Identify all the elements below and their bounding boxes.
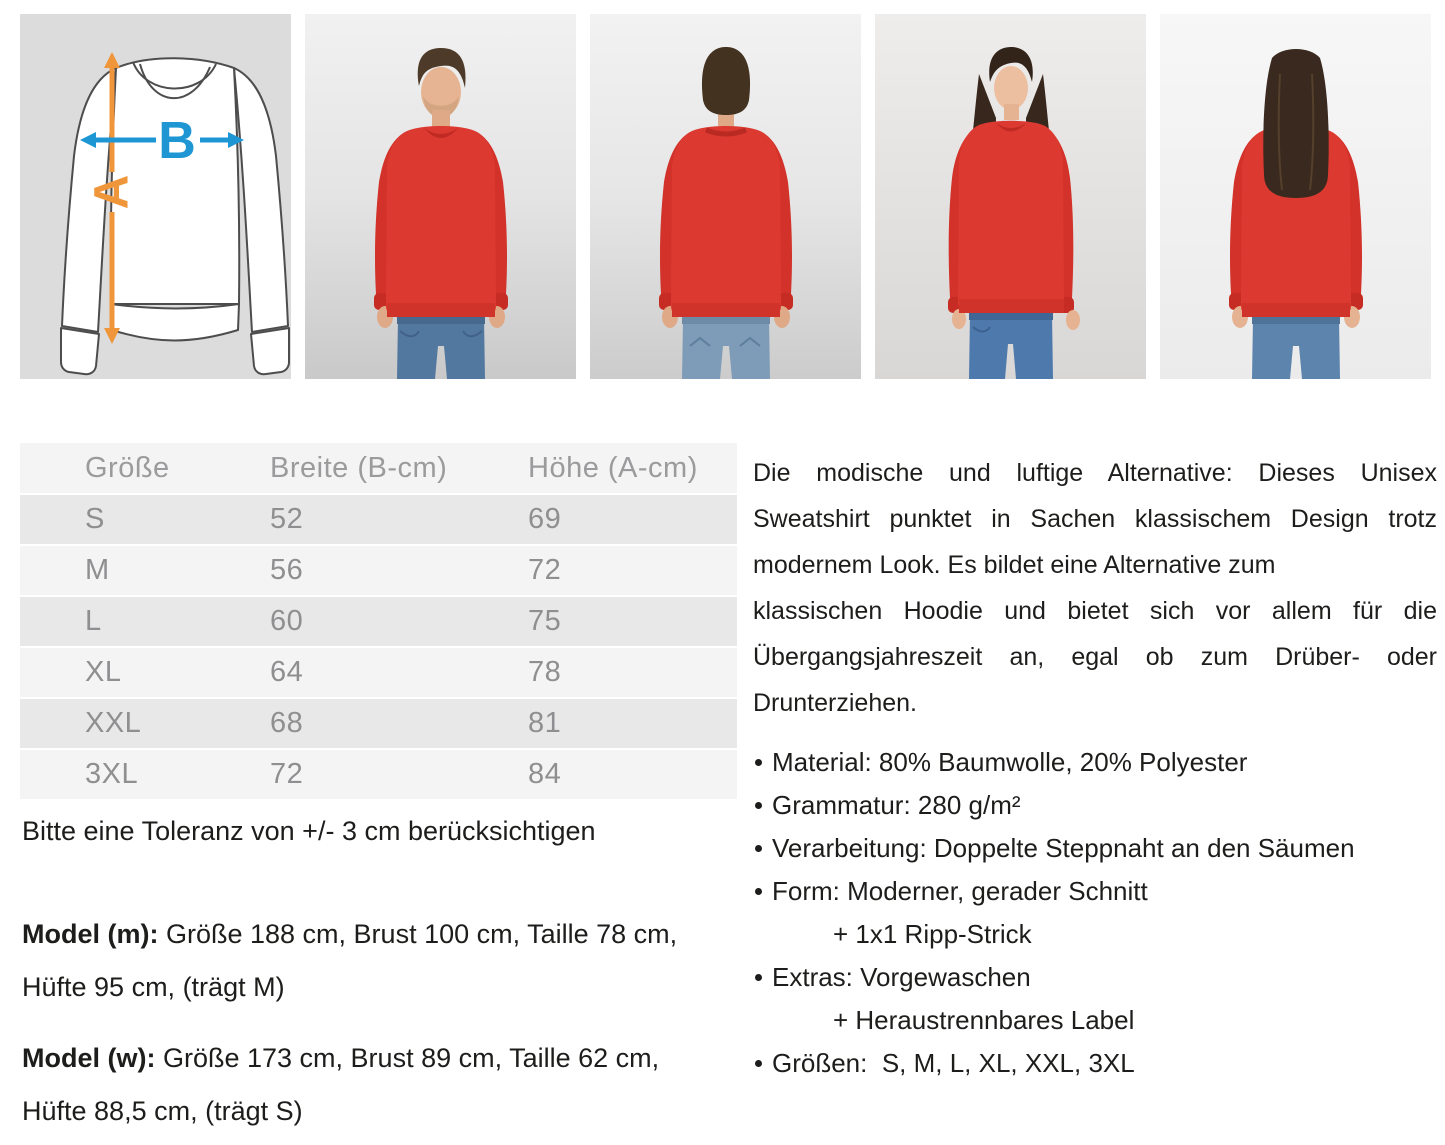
feature-item [753,827,1443,870]
product-description [753,450,1437,726]
width-cell: 72 [270,758,304,790]
model-m-measurements: Größe 188 cm, Brust 100 cm, Taille 78 cm, [158,919,678,949]
bullet-icon [755,974,762,981]
feature-continuation: + Heraustrennbares Label [833,1005,1135,1035]
height-cell: 69 [528,503,562,535]
feature-item [753,1042,1443,1085]
model-w-label: Model (w): [22,1043,156,1073]
bullet-icon [755,1060,762,1067]
size-table-header-cell: Größe [85,451,170,484]
model-w-info [22,1032,737,1138]
sweatshirt-outline-icon [61,58,289,374]
height-cell: 78 [528,656,562,688]
height-cell: 72 [528,554,562,586]
size-table-row [20,648,737,697]
model-m-label: Model (m): [22,919,159,949]
size-table-row [20,750,737,799]
model-m-line1 [22,908,737,961]
size-table-header [20,443,737,493]
height-cell: 84 [528,758,562,790]
feature-text: Material: 80% Baumwolle, 20% Polyester [772,747,1248,777]
label-a: A [85,174,139,210]
width-cell: 56 [270,554,304,586]
male-front-photo [305,14,576,379]
feature-item [753,956,1443,999]
size-table-row [20,597,737,646]
height-cell: 81 [528,707,562,739]
description-line: modernem Look. Es bildet eine Alternative zum [753,551,1276,579]
feature-text: Grammatur: 280 g/m² [772,790,1021,820]
description-line: Sweatshirt punktet in Sachen klassischem Design trotz [753,505,1437,533]
size-cell: S [85,503,105,535]
feature-continuation: + 1x1 Ripp-Strick [833,919,1032,949]
female-front-photo [875,14,1146,379]
size-cell: XXL [85,707,142,739]
model-w-line1 [22,1032,737,1085]
width-cell: 60 [270,605,304,637]
description-line: klassischen Hoodie und bietet sich vor allem für die [753,597,1437,625]
description-line: Übergangsjahreszeit an, egal ob zum Drüber- oder [753,643,1437,671]
model-w-line2: Hüfte 88,5 cm, (trägt S) [22,1096,303,1126]
size-table-body [20,495,737,799]
tolerance-note: Bitte eine Toleranz von +/- 3 cm berücksichtigen [22,816,596,846]
size-table-header-cell: Höhe (A-cm) [528,451,698,484]
width-cell: 64 [270,656,304,688]
model-w-measurements: Größe 173 cm, Brust 89 cm, Taille 62 cm, [155,1043,660,1073]
bullet-icon [755,759,762,766]
description-line: Die modische und luftige Alternative: Dieses Unisex [753,459,1437,487]
model-m-info [22,908,737,1014]
feature-text: Form: Moderner, gerader Schnitt [772,876,1148,906]
male-front-illustration [305,14,576,379]
female-back-photo [1160,14,1431,379]
size-table-row [20,699,737,748]
size-diagram [20,14,291,379]
female-back-illustration [1160,14,1431,379]
feature-item [753,870,1443,913]
photo-strip [20,14,1431,379]
male-back-photo [590,14,861,379]
size-cell: L [85,605,102,637]
size-table-header-cell: Breite (B-cm) [270,451,448,484]
size-table-row [20,495,737,544]
size-cell: M [85,554,110,586]
bullet-icon [755,888,762,895]
bullet-icon [755,802,762,809]
model-m-line2: Hüfte 95 cm, (trägt M) [22,972,285,1002]
bullet-icon [755,845,762,852]
size-table-row [20,546,737,595]
size-diagram-drawing [20,14,291,379]
feature-list [753,741,1443,1085]
label-b: B [158,112,196,170]
feature-item [753,784,1443,827]
feature-text: Verarbeitung: Doppelte Steppnaht an den Säumen [772,833,1355,863]
feature-text: Extras: Vorgewaschen [772,962,1031,992]
width-cell: 68 [270,707,304,739]
feature-item [753,741,1443,784]
female-front-illustration [875,14,1146,379]
size-table [20,443,737,801]
description-line: Drunterziehen. [753,689,917,717]
feature-text: Größen: S, M, L, XL, XXL, 3XL [772,1048,1135,1078]
width-cell: 52 [270,503,304,535]
height-cell: 75 [528,605,562,637]
male-back-illustration [590,14,861,379]
size-cell: XL [85,656,122,688]
size-cell: 3XL [85,758,139,790]
